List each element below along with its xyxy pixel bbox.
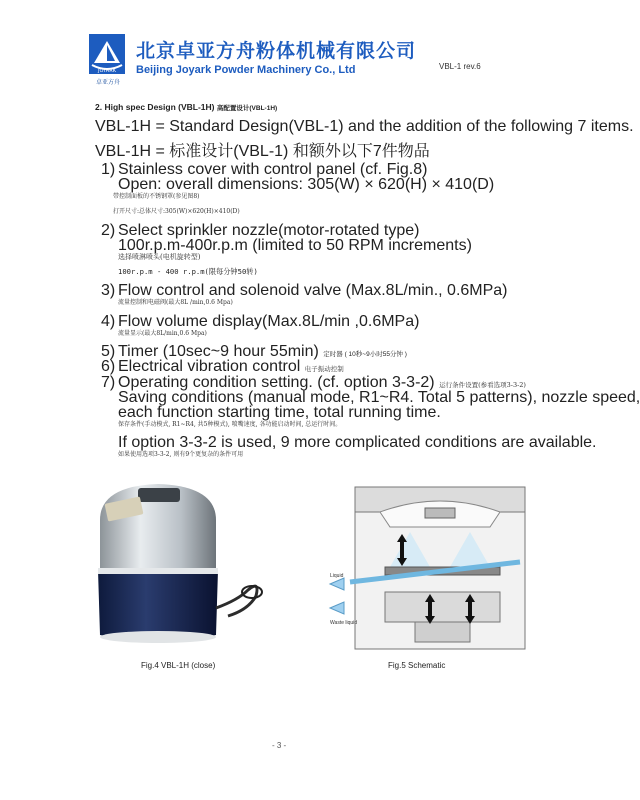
item-text: Flow volume display(Max.8L/min ,0.6MPa) [118,313,420,330]
page-number: - 3 - [272,741,287,750]
svg-text:JOYARK: JOYARK [98,68,116,74]
item-text-cn: 带控制面板的不锈钢罩(参见图8) [113,193,200,200]
item-text: Electrical vibration control 电子振动控制 [118,358,344,375]
item-text-cn: 选择喷淋喷头(电机旋转型) [118,253,201,261]
item-text: Open: overall dimensions: 305(W) × 620(H) × 410(D) [118,176,495,193]
item-text: each function starting time, total running time. [118,404,441,421]
machine-photo [88,480,268,650]
item-text: Select sprinkler nozzle(motor-rotated type) [118,222,420,239]
item-number: 4) [101,313,116,330]
page-header [88,33,508,86]
item-text: 100r.p.m-400r.p.m (limited to 50 RPM increments) [118,237,472,254]
item-text: Timer (10sec~9 hour 55min) 定时器 ( 10秒~9小时55分钟 ) [118,343,407,360]
company-name-en: Beijing Joyark Powder Machinery Co., Ltd [136,64,356,76]
item-text-cn: 100r.p.m - 400 r.p.m(限每分钟50转) [118,267,258,276]
item-text-cn: 流量控制和电磁阀(最大8L /min,0.6 Mpa) [118,299,233,306]
logo-caption: 卓亚方舟 [95,79,120,86]
item-text-cn: 保存条件(手动模式, R1~R4, 共5种模式), 喷嘴速度, 各功能启动时间, 总运行时间。 [118,421,342,428]
item-number: 7) [101,374,116,391]
intro-en: VBL-1H = Standard Design(VBL-1) and the addition of the following 7 items. [95,118,634,135]
figure-4-caption: Fig.4 VBL-1H (close) [141,661,216,670]
item-number: 1) [101,161,116,178]
item-text-cn: 打开尺寸:总体尺寸:305(W)×620(H)×410(D) [113,208,240,215]
document-reference: VBL-1 rev.6 [439,62,481,71]
item-text: Saving conditions (manual mode, R1~R4. Total 5 patterns), nozzle speed, [118,389,640,406]
item-text: Stainless cover with control panel (cf. Fig.8) [118,161,428,178]
joyark-logo-icon [88,33,126,75]
item-number: 5) [101,343,116,360]
company-name-cn: 北京卓亚方舟粉体机械有限公司 [136,40,417,62]
item-text-cn: 如果使用选项3-3-2, 则有9个更复杂的条件可用 [118,451,244,458]
item-text: If option 3-3-2 is used, 9 more complicated conditions are available. [118,434,597,451]
intro-cn: VBL-1H = 标准设计(VBL-1) 和额外以下7件物品 [95,143,430,160]
liquid-label: Liquid [330,573,344,579]
item-text: Operating condition setting. (cf. option 3-3-2) 运行条件设置(参看选项3-3-2) [118,374,526,391]
schematic-diagram [330,482,530,654]
waste-label: Waste liquid [330,620,358,626]
item-text: Flow control and solenoid valve (Max.8L/min., 0.6MPa) [118,282,508,299]
figure-5-caption: Fig.5 Schematic [388,661,446,670]
item-text-cn: 流量显示(最大8L/min,0.6 Mpa) [118,330,207,337]
section-title: 2. High spec Design (VBL-1H) 高配置设计(VBL-1H) [95,102,278,112]
item-number: 3) [101,282,116,299]
item-number: 6) [101,358,116,375]
item-number: 2) [101,222,116,239]
